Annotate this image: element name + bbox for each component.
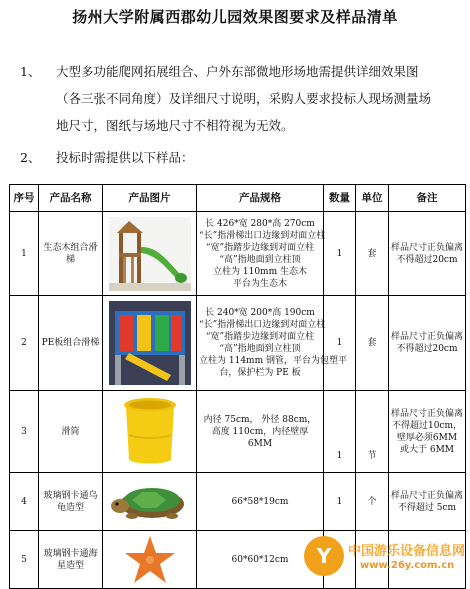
cell-qty: 1	[324, 391, 356, 473]
item-text: 大型多功能爬网拓展组合、户外东部微地形场地需提供详细效果图（各三张不同角度）及详细尺寸说明，采购人要求投标人现场测量场地尺寸，图纸与场地尺寸不相符视为无效。	[56, 64, 432, 133]
watermark-logo-letter: Y	[316, 544, 332, 568]
cell-spec	[197, 391, 324, 473]
spec-line: “宽”指踏步边缘到对面立柱	[205, 242, 315, 253]
spec-line: “宽”指踏步边缘到对面立柱	[205, 332, 315, 342]
cell-no: 2	[10, 296, 39, 391]
spec-line: 平台为生态木	[232, 278, 287, 289]
pe-slide-photo	[109, 301, 191, 385]
table-header-row	[10, 185, 466, 212]
watermark-url: www.26y.com.cn	[360, 560, 455, 571]
header-name: 产品名称	[39, 185, 103, 212]
cell-image	[103, 473, 197, 531]
spec-line: 台，保护栏为 PE 板	[219, 368, 301, 378]
starfish-sculpture-photo	[120, 534, 180, 586]
header-image: 产品图片	[103, 185, 197, 212]
spec-line: 66*58*19cm	[231, 496, 289, 507]
item-number: 1、	[20, 64, 41, 79]
cell-image	[103, 391, 197, 473]
slide-playset-photo	[109, 217, 191, 291]
header-spec: 产品规格	[197, 185, 324, 212]
header-no: 序号	[10, 185, 39, 212]
watermark-logo-icon	[304, 536, 344, 576]
spec-line: 立柱为 114mm 钢管，平台为包塑平	[199, 356, 347, 366]
site-watermark	[304, 534, 464, 580]
table-row	[10, 473, 466, 531]
cell-spec	[197, 212, 324, 296]
cell-note: 样品尺寸正负偏离不得超过10cm，壁厚必须6MM 或大于 6MM	[389, 391, 466, 473]
cell-spec	[197, 473, 324, 531]
cell-name: 生态木组合滑梯	[39, 212, 103, 296]
cell-spec	[197, 296, 347, 391]
spec-line: 60*60*12cm	[231, 554, 289, 565]
cell-note: 样品尺寸正负偏离不得超过20cm	[389, 296, 466, 391]
cell-no: 4	[10, 473, 39, 531]
cell-unit: 节	[356, 391, 389, 473]
cell-no: 3	[10, 391, 39, 473]
watermark-title: 中国游乐设备信息网	[348, 544, 466, 559]
cell-unit: 套	[356, 296, 389, 391]
cell-name: 滑筒	[39, 391, 103, 473]
spec-line: 内径 75cm， 外径 88cm， 高度 110cm，内径壁厚 6MM	[203, 414, 317, 449]
cell-name: PE板组合滑梯	[39, 296, 103, 391]
cell-qty: 1	[324, 212, 356, 296]
spec-line: “长”指滑梯出口边缘到对面立柱	[199, 320, 326, 330]
table-row	[10, 212, 466, 296]
cell-image	[103, 531, 197, 589]
spec-line: 立柱为 110mm 生态木	[213, 266, 307, 277]
spec-line: 长 240*宽 200*高 190cm	[205, 308, 315, 318]
cell-qty: 1	[324, 296, 356, 391]
cell-unit: 个	[356, 473, 389, 531]
cell-image	[103, 212, 197, 296]
cell-name: 玻璃钢卡通乌龟造型	[39, 473, 103, 531]
item-text: 投标时需提供以下样品：	[56, 150, 194, 165]
cell-no: 1	[10, 212, 39, 296]
cell-note: 样品尺寸正负偏离不得超过 5cm	[389, 473, 466, 531]
cell-name: 玻璃钢卡通海星造型	[39, 531, 103, 589]
spec-line: “高”指地面到立柱顶	[219, 254, 301, 265]
spec-line: “高”指地面到立柱顶	[219, 344, 301, 354]
table-row	[10, 391, 466, 473]
header-unit: 单位	[356, 185, 389, 212]
spec-line: “长”指滑梯出口边缘到对面立柱	[199, 230, 326, 241]
header-note: 备注	[389, 185, 466, 212]
cell-unit: 套	[356, 212, 389, 296]
cell-image	[103, 296, 197, 391]
document-title: 扬州大学附属西郡幼儿园效果图要求及样品清单	[72, 8, 398, 26]
sample-table	[9, 184, 466, 589]
cell-no: 5	[10, 531, 39, 589]
header-qty: 数量	[324, 185, 356, 212]
cell-qty: 1	[324, 473, 356, 531]
turtle-sculpture-photo	[108, 480, 192, 524]
table-row	[10, 296, 466, 391]
yellow-tube-photo	[115, 395, 185, 469]
item-number: 2、	[20, 150, 41, 165]
cell-note: 样品尺寸正负偏离不得超过20cm	[389, 212, 466, 296]
spec-line: 长 426*宽 280*高 270cm	[205, 218, 315, 229]
